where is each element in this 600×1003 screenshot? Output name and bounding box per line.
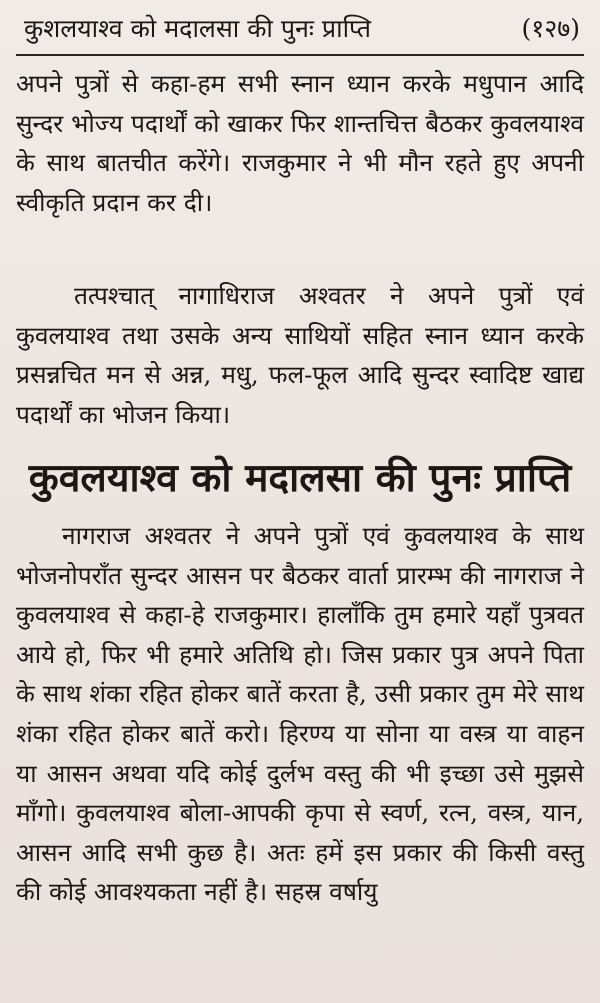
paragraph-2: तत्पश्‍चात् नागाधिराज अश्‍वतर ने अपने पुत्रों एवं कुवलयाश्‍व तथा उसके अन्य साथियों सहित स्नान ध्यान करके प्रसन्नचित मन से अन्न, मधु, फल-फूल आदि सुन्दर स्वादिष्ट खाद्य पदार्थों का भोजन किया।: [16, 281, 584, 429]
paragraph-3: नागराज अश्‍वतर ने अपने पुत्रों एवं कुवलयाश्‍व के साथ भोजनोपराँत सुन्दर आसन पर बैठकर वार्ता प्रारम्भ की नागराज ने कुवलयाश्‍व से कहा-हे राजकुमार। हालाँकि तुम हमारे यहाँ पुत्रवत आये हो, फिर भी हमारे अतिथि हो। जिस प्रकार पुत्र अपने पिता के साथ शंका रहित होकर बातें करता है, उसी प्रकार तुम मेरे साथ शंका रहित होकर बातें करो। हिरण्य या सोना या वस्त्र या वाहन या आसन अथवा यदि कोई दुर्लभ वस्तु की भी इच्छा उसे मुझसे माँगो। कुवलयाश्‍व बोला-आपकी कृपा से स्वर्ण, रत्न, वस्त्र, यान, आसन आदि सभी कुछ है। अतः हमें इस प्रकार की किसी वस्तु की कोई आवश्यकता नहीं है। सहस्र वर्षायु: [16, 521, 584, 907]
running-header-title: कुशलयाश्‍व को मदालसा की पुनः प्राप्ति: [24, 13, 372, 43]
header-rule: [16, 54, 584, 56]
section-heading: कुवलयाश्‍व को मदालसा की पुनः प्राप्ति: [28, 455, 572, 501]
running-header: [24, 10, 580, 46]
page-number: (१२७): [521, 13, 580, 43]
paragraph-1: अपने पुत्रों से कहा-हम सभी स्नान ध्यान करके मधुपान आदि सुन्दर भोज्य पदार्थों को खाकर फिर शान्तचित्त बैठकर कुवलयाश्‍व के साथ बातचीत करेंगे। राजकुमार ने भी मौन रहते हुए अपनी स्वीकृति प्रदान कर दी।: [16, 69, 584, 217]
